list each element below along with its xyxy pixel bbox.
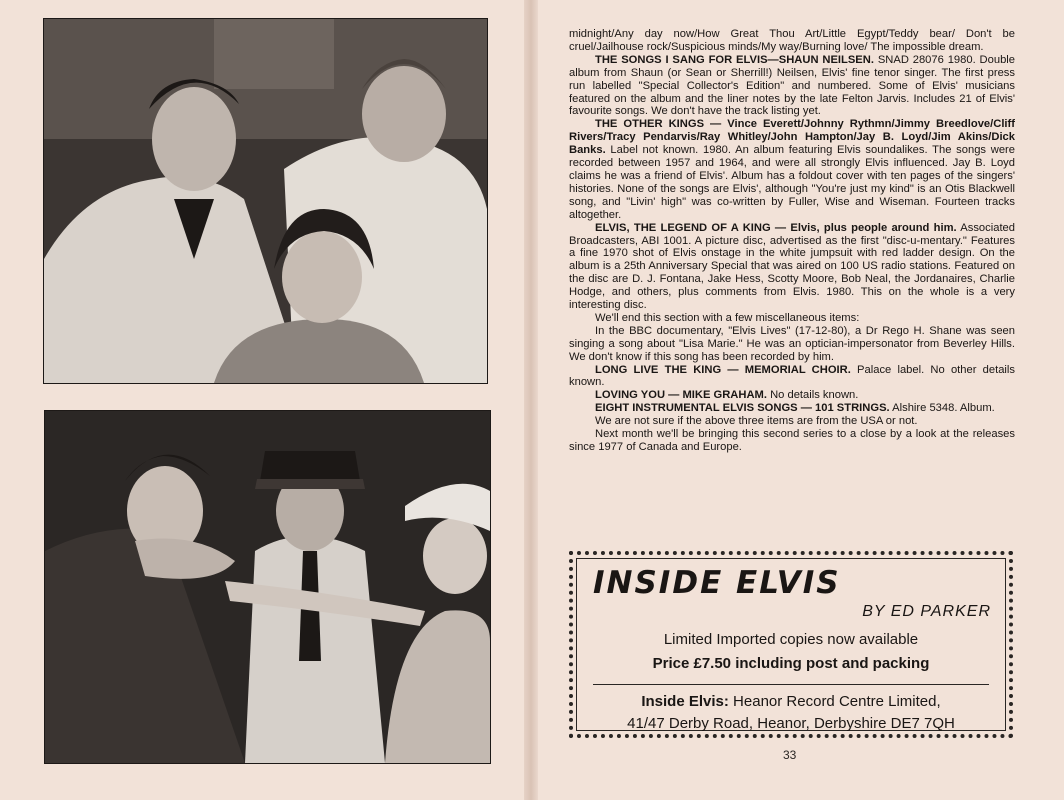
advert-byline: BY ED PARKER — [862, 603, 991, 620]
paragraph: We are not sure if the above three items are from the USA or not. — [595, 415, 918, 428]
paragraph: ELVIS, THE LEGEND OF A KING — Elvis, plus people around him. Associated Broadcasters, ABI 1001. A picture disc, advertised as the first "disc-u-mentary." Features a fine 1970 shot of Elvis onstage in the white jumpsuit with red ladder design. On the album is a 25th Anniversary Special that was aired on 100 US radio stations. Featured on the disc are D. J. Fontana, Jake Hess, Scotty Moore, Bob Neal, the Jordanaires, Charlie Hodge, and others, plus comments from Elvis. 1980. This on the whole is a very interesting disc. — [569, 221, 1015, 312]
advert-availability: Limited Imported copies now available — [663, 631, 919, 648]
article-text — [569, 28, 1015, 454]
paragraph: LOVING YOU — MIKE GRAHAM. No details known. — [595, 389, 859, 402]
paragraph: THE OTHER KINGS — Vince Everett/Johnny Rythmn/Jimmy Breedlove/Cliff Rivers/Tracy Pendarvis/Ray Whitley/John Hampton/Jay B. Loyd/Jim Akins/Dick Banks. Label not known. 1980. An album featuring Elvis soundalikes. The songs were recorded between 1957 and 1964, and were all strongly Elvis influenced. Jay B. Loyd claims he was a friend of Elvis'. Album has a foldout cover with ten pages of the singers' histories. None of the songs are Elvis', although "You're just my kind" is an Otis Blackwell song, and "Livin' high" was co-written by Fuller, Wise and Wiseman. Fourteen tracks altogether. — [569, 118, 1015, 221]
advert-address-line2: 41/47 Derby Road, Heanor, Derbyshire DE7 7QH — [627, 715, 955, 732]
advert-address-line1: Inside Elvis: Heanor Record Centre Limited, — [641, 693, 941, 710]
page-gutter — [524, 0, 538, 800]
left-page — [0, 0, 528, 800]
paragraph: EIGHT INSTRUMENTAL ELVIS SONGS — 101 STRINGS. Alshire 5348. Album. — [595, 402, 995, 415]
page-number: 33 — [783, 748, 797, 762]
paragraph: LONG LIVE THE KING — MEMORIAL CHOIR. Palace label. No other details known. — [569, 363, 1015, 389]
paragraph: THE SONGS I SANG FOR ELVIS—SHAUN NEILSEN. SNAD 28076 1980. Double album from Shaun (or Sean or Sherrill!) Neilsen, Elvis' fine tenor singer. The first press run labelled "Special Collector's Edition" and numbered. Some of Elvis' musicians featured on the album and the liner notes by the late Felton Jarvis. Includes 21 of Elvis' favourite songs. We don't have the track listing yet. — [569, 53, 1015, 118]
photo-elvis-with-police-officer-and-fan — [44, 410, 491, 764]
advert-frame — [576, 558, 1006, 731]
paragraph: midnight/Any day now/How Great Thou Art/Little Egypt/Teddy bear/ Don't be cruel/Jailhouse rock/Suspicious minds/My way/Burning love/ The impossible dream. — [569, 28, 1015, 53]
advert-title: INSIDE ELVIS — [593, 565, 841, 601]
right-page — [538, 0, 1064, 800]
photo-elvis-with-parents — [43, 18, 488, 384]
paragraph: We'll end this section with a few miscellaneous items: — [595, 311, 860, 324]
paragraph: In the BBC documentary, "Elvis Lives" (17-12-80), a Dr Rego H. Shane was seen singing a song about "Lisa Marie." He was an optician-impersonator from Beverley Hills. We don't know if this song has been recorded by him. — [569, 324, 1015, 363]
advert-divider — [593, 684, 989, 685]
advert-price: Price £7.50 including post and packing — [652, 655, 930, 672]
paragraph: Next month we'll be bringing this second series to a close by a look at the releases since 1977 of Canada and Europe. — [569, 428, 1015, 453]
inside-elvis-advert — [569, 551, 1013, 738]
